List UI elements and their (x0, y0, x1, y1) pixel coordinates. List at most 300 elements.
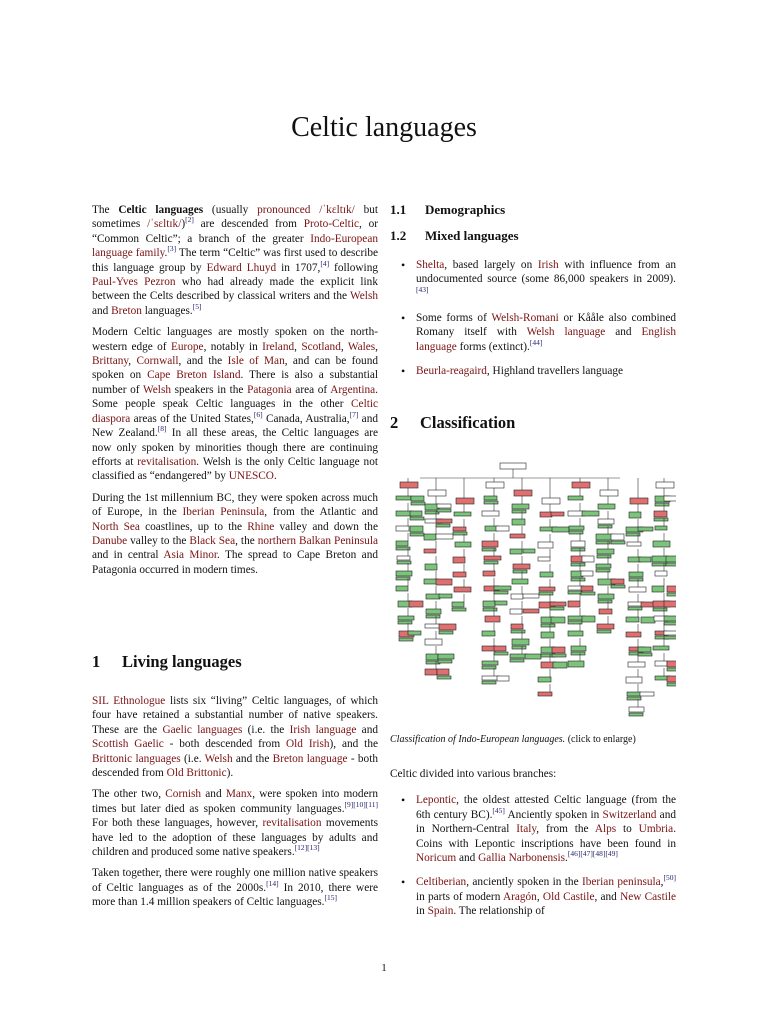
tree-node (641, 617, 655, 623)
tree-node (513, 564, 530, 569)
tree-node (453, 527, 466, 531)
page-number: 1 (381, 962, 387, 974)
tree-node (600, 490, 618, 496)
tree-node (494, 591, 508, 594)
link[interactable]: Paul-Yves Pezron (92, 276, 176, 289)
link[interactable]: Proto-Celtic (303, 218, 359, 231)
tree-node (571, 646, 586, 651)
tree-node (510, 609, 522, 614)
tree-node (484, 556, 501, 560)
link[interactable]: Old Castile (542, 890, 595, 903)
tree-node (398, 621, 412, 624)
tree-node (597, 555, 611, 558)
tree-node (411, 502, 425, 505)
tree-node (484, 496, 497, 500)
link[interactable]: SIL Ethnologue (92, 695, 166, 707)
tree-node (512, 639, 529, 645)
tree-node (454, 587, 471, 592)
section-1-2-heading: 1.2 Mixed languages (390, 228, 519, 244)
tree-node (510, 654, 527, 658)
tree-node (482, 541, 498, 547)
link[interactable]: Cornish (165, 788, 202, 801)
tree-node (439, 624, 456, 630)
tree-node (654, 511, 667, 517)
link[interactable]: Irish language (289, 723, 357, 736)
tree-node (425, 669, 437, 675)
tree-node (629, 707, 644, 712)
tree-node (513, 570, 527, 573)
tree-node (482, 631, 495, 636)
tree-node (655, 571, 667, 576)
tree-node (538, 677, 551, 682)
tree-node (438, 654, 454, 659)
tree-node (512, 519, 525, 525)
tree-node (568, 496, 583, 500)
tree-node (541, 624, 555, 627)
tree-node (550, 602, 566, 606)
link[interactable]: North Sea (92, 520, 140, 533)
tree-node (426, 609, 441, 614)
tree-node (640, 692, 654, 696)
link[interactable]: Breton (111, 304, 142, 317)
section-1-1-heading: 1.1 Demographics (390, 202, 506, 217)
tree-node (611, 585, 625, 588)
link[interactable]: Edward Lhuyd (206, 261, 277, 274)
tree-node (568, 601, 580, 607)
tree-node (510, 659, 524, 662)
tree-node (495, 601, 507, 605)
link[interactable]: Rhine (247, 520, 275, 533)
intro-paragraph-3: During the 1st millennium BC, they were spoken across much of Europe, in the Iberian Peninsula, from the Atlantic and North Sea coastlines, up to the Rhine valley and down the Danube valley to the Black Sea, the northern Balkan Peninsula and in central Asia Minor. The spread to Cape Breton and Patagonia occurred in modern times. (92, 491, 379, 576)
tree-node (411, 496, 424, 501)
tree-node (426, 654, 438, 660)
intro-paragraph-2: Modern Celtic languages are mostly spoken on the north-western edge of Europe, notably in Ireland, Scotland, Wales, Brittany, Cornwall, and the Isle of Man, and can be found spoken on Cape Breton Island. There is also a substantial number of Welsh speakers in the Patagonia area of Argentina. Some people speak Celtic languages in the other Celtic diaspora areas of the United States,[6] Canada, Australia,[7] and New Zealand.[8] In all these areas, the Celtic languages are now only spoken by minorities though there are continuing efforts at revitalisation. Welsh is the only Celtic language not classified as “endangered” by UNESCO. (92, 326, 379, 483)
tree-node (652, 586, 664, 592)
tree-node (397, 556, 410, 560)
tree-node (436, 579, 452, 585)
list-item: • Some forms of Welsh-Romani or Kååle also combined Romany itself with Welsh language and English language forms (extinct).[44] (390, 311, 676, 354)
tree-node (664, 616, 676, 621)
tree-node (396, 526, 409, 531)
tree-node (582, 511, 599, 516)
living-languages-body (92, 694, 378, 917)
link[interactable]: Patagonia (247, 383, 292, 396)
tree-node (453, 557, 465, 563)
tree-node (428, 490, 446, 496)
tree-node (664, 622, 676, 625)
tree-node (512, 579, 528, 584)
classification-figure[interactable] (390, 448, 676, 745)
tree-node (425, 639, 442, 645)
tree-node (452, 608, 466, 611)
tree-node (611, 541, 625, 544)
intro-paragraph-1: The Celtic languages (usually pronounced /ˈkɛltɪk/ but sometimes /ˈsɛltɪk/)[2] are descended from Proto-Celtic, or “Common Celtic”; a branch of the greater Indo-European language family.[3] The term “Celtic” was first used to describe this language group by Edward Lhuyd in 1707,[4] following Paul-Yves Pezron who had already made the explicit link between the Celts described by classical writers and the Welsh and Breton languages.[5] (92, 204, 379, 317)
tree-node (426, 594, 440, 599)
link[interactable]: Alps (594, 823, 617, 836)
tree-node (410, 526, 423, 532)
tree-node (542, 498, 560, 504)
section-2-heading: 2 Classification (390, 413, 516, 432)
tree-node (664, 601, 676, 607)
tree-node (572, 482, 590, 488)
tree-node (439, 594, 452, 598)
link[interactable]: Scotland (301, 340, 341, 353)
tree-node (437, 504, 451, 508)
tree-node (667, 593, 676, 596)
tree-node (437, 676, 451, 679)
link[interactable]: Umbria (638, 823, 674, 836)
link[interactable]: Spain (427, 905, 454, 918)
tree-node (596, 534, 613, 540)
tree-node (667, 668, 676, 671)
link[interactable]: Shelta (416, 258, 445, 271)
tree-node (494, 646, 506, 651)
tree-node (653, 646, 669, 650)
link[interactable]: Gallia Narbonensis (478, 852, 566, 865)
tree-node (408, 631, 421, 635)
tree-node (512, 504, 529, 509)
link[interactable]: Brittany (92, 355, 129, 368)
tree-node (456, 498, 474, 504)
link[interactable]: Brittonic languages (92, 752, 181, 765)
citation[interactable]: [7] (349, 409, 359, 419)
tree-node (627, 542, 641, 546)
tree-node (540, 512, 552, 517)
tree-node (514, 490, 532, 496)
tree-node (396, 511, 412, 516)
citation[interactable]: [44] (529, 338, 543, 348)
tree-node (436, 534, 453, 539)
classification-intro: Celtic divided into various branches: (390, 768, 557, 780)
tree-node (598, 594, 614, 599)
tree-node (510, 549, 522, 554)
tree-node (638, 647, 651, 652)
link[interactable]: Iberian Peninsula (182, 506, 265, 519)
list-item: • Beurla-reagaird, Highland travellers language (390, 364, 676, 378)
tree-node (538, 557, 550, 561)
tree-node (598, 525, 612, 528)
tree-node (569, 526, 584, 530)
tree-node (496, 526, 509, 531)
tree-node (482, 661, 498, 665)
tree-node (656, 482, 674, 488)
tree-node (541, 632, 554, 638)
tree-node (571, 563, 585, 566)
link[interactable]: Scottish Gaelic (92, 738, 164, 751)
tree-node (667, 676, 676, 682)
tree-node (511, 624, 523, 629)
tree-node (512, 646, 526, 649)
tree-node (523, 549, 535, 553)
tree-node (486, 482, 504, 488)
tree-node (484, 561, 498, 564)
tree-node (655, 503, 669, 506)
tree-node (638, 527, 653, 531)
tree-node (597, 630, 611, 633)
link[interactable]: /ˈsɛltɪk/ (147, 218, 182, 231)
tree-node (641, 602, 654, 607)
link[interactable]: Beurla-reagaird (416, 365, 487, 378)
tree-node (424, 549, 436, 553)
tree-node (627, 697, 641, 700)
tree-node (626, 677, 642, 683)
tree-node (666, 556, 676, 562)
tree-node (410, 533, 424, 536)
classification-body (390, 767, 676, 929)
tree-node (571, 652, 585, 655)
tree-node (409, 601, 423, 607)
left-column (92, 203, 378, 584)
tree-node (426, 615, 440, 618)
tree-node (581, 571, 593, 576)
tree-node (424, 534, 436, 540)
tree-node (410, 517, 424, 520)
tree-node (627, 692, 641, 696)
citation[interactable]: [3] (167, 244, 177, 254)
tree-node (483, 608, 497, 611)
tree-node (454, 512, 471, 516)
tree-node (397, 561, 411, 564)
tree-node (653, 541, 670, 547)
tree-node (538, 692, 552, 696)
tree-node (482, 676, 499, 680)
celtic-branches-list (390, 793, 676, 918)
tree-node (494, 652, 508, 655)
link[interactable]: Black Sea (189, 534, 236, 547)
tree-node (552, 647, 565, 653)
link[interactable]: Old Brittonic (166, 767, 227, 780)
tree-node (568, 631, 583, 636)
tree-node (396, 571, 412, 576)
tree-node (425, 624, 440, 628)
citation[interactable]: [50] (663, 873, 676, 883)
indo-european-tree-image[interactable] (390, 448, 676, 728)
tree-node (552, 654, 566, 657)
tree-node (396, 541, 408, 546)
list-item: • Lepontic, the oldest attested Celtic language (from the 6th century BC).[45] Anciently spoken in Switzerland and in Northern-Central Italy, from the Alps to Umbria. Coins with Lepontic inscriptions have been found in Noricum and Gallia Narbonensis.[46][47][48][49] (390, 793, 676, 865)
tree-node (571, 541, 585, 547)
tree-node (410, 511, 422, 516)
citation[interactable]: [4] (320, 258, 330, 268)
tree-node (628, 607, 642, 610)
link[interactable]: Switzerland (602, 808, 657, 821)
tree-node (599, 609, 612, 614)
citation[interactable]: [45] (492, 806, 505, 816)
tree-node (483, 601, 495, 607)
right-column (390, 203, 676, 389)
tree-node (437, 669, 449, 675)
tree-node (628, 662, 645, 667)
tree-node (667, 586, 676, 592)
tree-node (582, 616, 595, 622)
citation[interactable]: [5] (192, 302, 202, 312)
link[interactable]: Isle of Man (227, 355, 285, 368)
tree-node (551, 617, 565, 623)
tree-node (581, 592, 595, 595)
link[interactable]: /ˈkɛltɪk/ (319, 204, 355, 216)
link[interactable]: Welsh (143, 383, 171, 396)
tree-node (497, 676, 509, 681)
tree-node (629, 713, 643, 716)
link[interactable]: Welsh (350, 290, 378, 303)
tree-node (452, 602, 464, 607)
tree-node (525, 654, 541, 659)
link[interactable]: New Castile (620, 890, 676, 903)
tree-node (629, 512, 641, 518)
citation[interactable]: [43] (416, 284, 429, 294)
citation[interactable]: [12][13] (294, 843, 320, 853)
tree-node (511, 594, 523, 599)
tree-node (667, 683, 676, 686)
link[interactable]: Old Irish (286, 738, 330, 751)
tree-node (538, 542, 553, 548)
link[interactable]: Manx (225, 788, 253, 801)
tree-node (539, 587, 555, 591)
tree-node (553, 662, 567, 668)
tree-node (552, 527, 569, 532)
tree-node (655, 661, 667, 666)
citation[interactable]: [15] (324, 893, 337, 903)
link[interactable]: Danube (92, 534, 128, 547)
citation[interactable]: [2] (185, 215, 194, 225)
tree-node (483, 571, 495, 576)
tree-node (512, 510, 526, 513)
tree-node (629, 572, 643, 577)
living-paragraph-1: SIL Ethnologue lists six “living” Celtic languages, of which four have retained a substantial number of native speakers. These are the Gaelic languages (i.e. the Irish language and Scottish Gaelic - both descended from Old Irish), and the Brittonic languages (i.e. Welsh and the Breton language - both descended from Old Brittonic). (92, 695, 378, 780)
tree-node (571, 578, 585, 581)
tree-node (571, 548, 585, 551)
tree-node (510, 534, 525, 538)
mixed-languages-list (390, 258, 676, 379)
tree-node (667, 661, 676, 667)
tree-node (597, 624, 614, 629)
link[interactable]: Argentina (330, 383, 376, 396)
list-item: • Shelta, based largely on Irish with influence from an undocumented source (some 86,000 speakers in 2009).[43] (390, 258, 676, 301)
tree-node (396, 586, 408, 591)
link[interactable]: Wales (347, 340, 376, 353)
bold-term: Celtic languages (118, 204, 204, 216)
section-1-heading: 1 Living languages (92, 652, 242, 671)
page-title: Celtic languages (291, 112, 477, 143)
link[interactable]: Welsh (204, 752, 233, 765)
tree-node (437, 509, 451, 512)
tree-node (436, 519, 452, 523)
link[interactable]: Welsh-Romani (491, 312, 559, 325)
link[interactable]: revitalisation (137, 455, 197, 468)
tree-node (664, 496, 676, 501)
tree-node (630, 498, 648, 504)
link[interactable]: Cornwall (136, 355, 179, 368)
tree-node (455, 542, 471, 547)
link[interactable]: Asia Minor (163, 549, 218, 562)
tree-node (653, 608, 667, 611)
tree-node (629, 578, 643, 581)
tree-node (523, 609, 539, 613)
tree-node (596, 564, 611, 568)
tree-node (398, 616, 414, 620)
list-item: • Celtiberian, anciently spoken in the Iberian peninsula,[50] in parts of modern Aragón, Old Castile, and New Castile in Spain. The relationship of (390, 875, 676, 918)
tree-node (655, 526, 667, 530)
tree-node (582, 556, 594, 562)
citation[interactable]: [14] (266, 879, 279, 889)
tree-node (436, 524, 450, 527)
link[interactable]: English language (416, 326, 676, 353)
link[interactable]: UNESCO (228, 470, 274, 483)
tree-node (652, 556, 668, 562)
link[interactable]: Lepontic (416, 794, 457, 807)
tree-node (581, 586, 593, 591)
tree-node (597, 549, 614, 554)
tree-node (523, 594, 539, 598)
tree-node (664, 636, 676, 639)
link[interactable]: revitalisation (262, 817, 322, 830)
living-paragraph-3: Taken together, there were roughly one million native speakers of Celtic languages as of the 2000s.[14] In 2010, there were more than 1.4 million speakers of Celtic languages.[15] (92, 867, 378, 909)
link[interactable]: Celtiberian (416, 876, 467, 889)
link[interactable]: Iberian peninsula (581, 876, 661, 889)
tree-node (425, 564, 437, 570)
tree-node (598, 504, 615, 509)
link[interactable]: Celtic diaspora (92, 398, 378, 425)
tree-node (453, 532, 467, 535)
tree-node (569, 531, 583, 534)
link[interactable]: northern Balkan Peninsula (257, 534, 378, 547)
tree-node (500, 463, 526, 469)
citation[interactable]: [9][10][11] (344, 800, 378, 810)
tree-node (399, 638, 413, 641)
tree-node (482, 511, 499, 516)
link[interactable]: pronounced (257, 204, 311, 216)
tree-node (485, 616, 500, 622)
tree-node (639, 557, 651, 562)
link[interactable]: Ireland (262, 340, 295, 353)
tree-node (664, 631, 676, 635)
tree-node (453, 572, 466, 577)
link[interactable]: Welsh language (526, 326, 606, 339)
link[interactable]: Indo-European language family (92, 232, 378, 260)
tree-node (400, 482, 418, 488)
link[interactable]: Italy (516, 823, 537, 836)
tree-node (539, 592, 553, 595)
link[interactable]: Europe (170, 340, 204, 353)
link[interactable]: Noricum (416, 852, 457, 865)
link[interactable]: Breton language (272, 752, 348, 765)
citation[interactable]: [6] (253, 409, 263, 419)
tree-node (629, 587, 646, 592)
tree-node (611, 534, 624, 540)
tree-node (638, 653, 652, 656)
tree-node (482, 681, 496, 684)
living-paragraph-2: The other two, Cornish and Manx, were spoken into modern times but later died as spoken community languages.[9][10][11] For both these languages, however, revitalisation movements have led to the adoption of these languages by adults and children and produced some native speakers.[12][13] (92, 788, 379, 859)
tree-node (666, 563, 676, 566)
tree-node (568, 661, 584, 667)
tree-node (598, 600, 612, 603)
tree-node (511, 630, 525, 633)
link[interactable]: Irish (537, 258, 559, 271)
tree-node (654, 518, 668, 521)
link[interactable]: Aragón (502, 890, 537, 903)
citation[interactable]: [8] (157, 424, 167, 434)
citation[interactable]: [46][47][48][49] (567, 849, 618, 859)
tree-node (439, 631, 453, 634)
tree-node (484, 501, 498, 504)
link[interactable]: Gaelic languages (162, 723, 243, 736)
link[interactable]: Cape Breton Island (147, 369, 241, 382)
tree-node (550, 607, 564, 610)
tree-node (626, 632, 641, 637)
tree-node (494, 586, 511, 590)
tree-node (598, 519, 614, 524)
tree-node (626, 617, 639, 622)
